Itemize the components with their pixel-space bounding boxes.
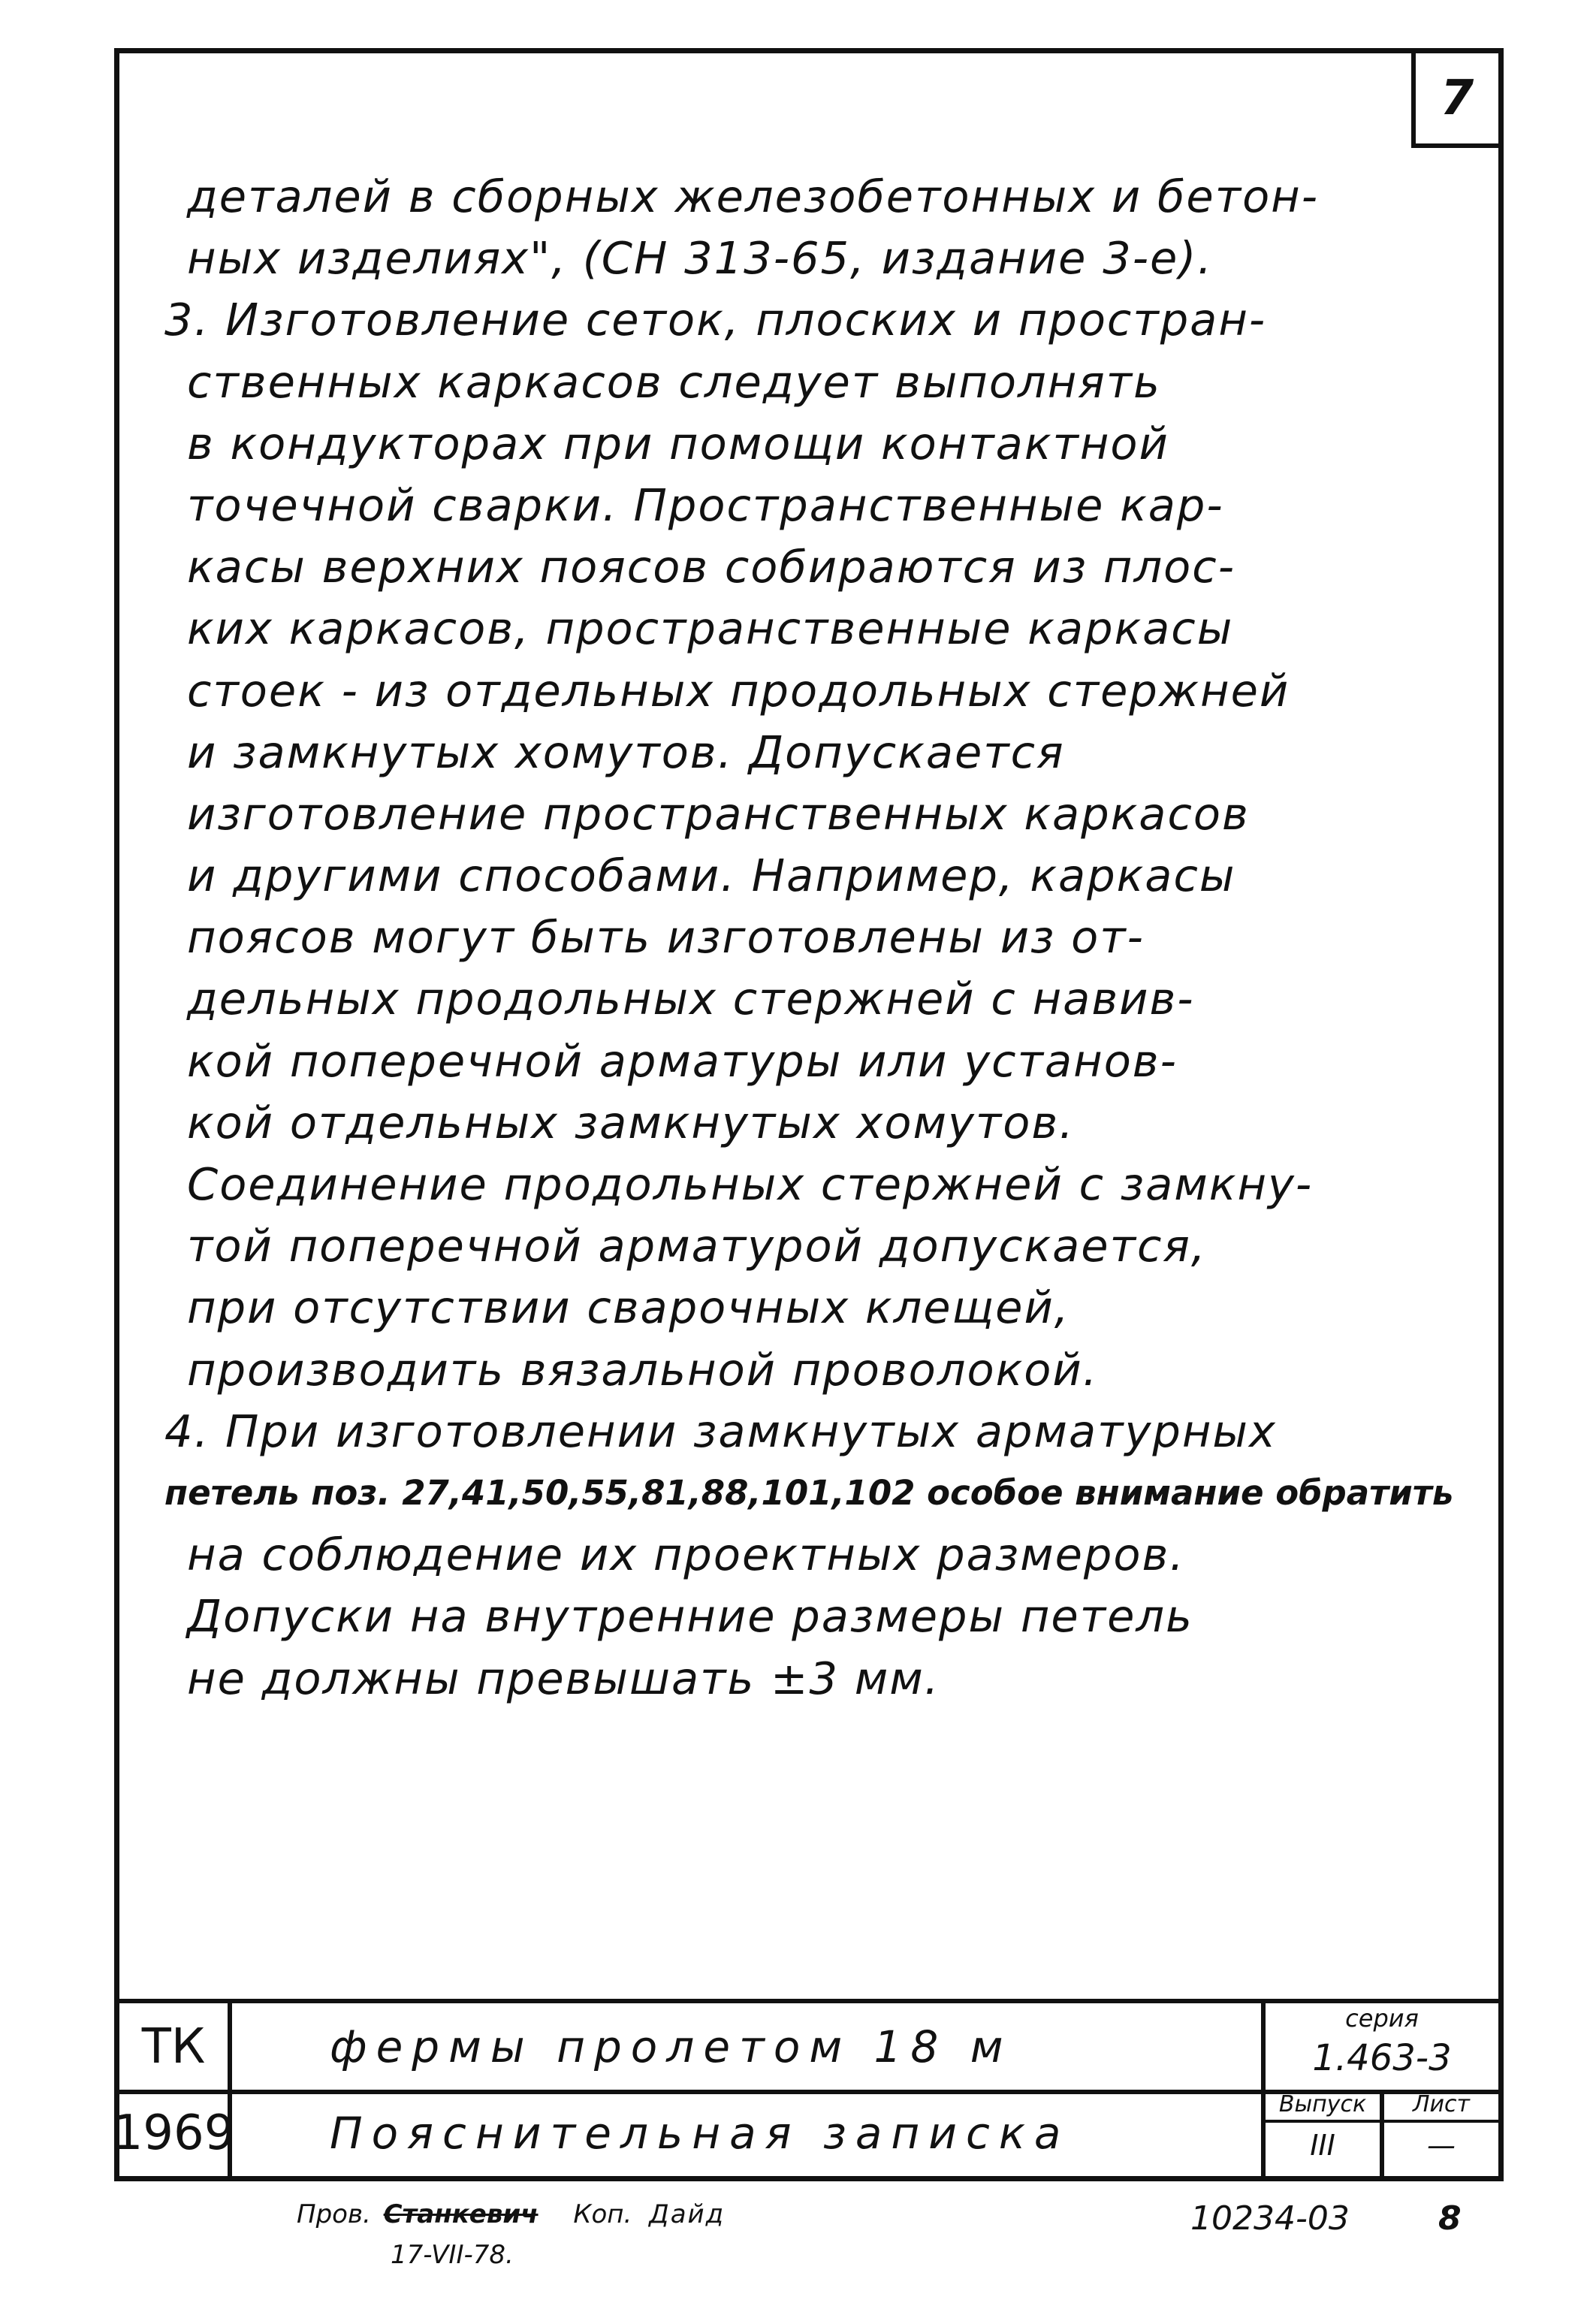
- copy-label: Коп.: [573, 2199, 632, 2229]
- text-line: на соблюдение их проектных размеров.: [187, 1529, 1185, 1581]
- text-line: стоек - из отдельных продольных стержней: [187, 664, 1290, 717]
- text-line: ных изделиях", (СН 313-65, издание 3-е).: [187, 232, 1214, 285]
- text-line: 4. При изготовлении замкнутых арматурных: [164, 1405, 1277, 1457]
- text-line: кой поперечной арматуры или установ-: [187, 1034, 1178, 1087]
- checked-label: Пров.: [297, 2199, 371, 2229]
- text-line: Соединение продольных стержней с замкну-: [187, 1158, 1314, 1210]
- title-block-title: фермы пролетом 18 м: [330, 2021, 1012, 2072]
- text-line: точечной сварки. Пространственные кар-: [187, 478, 1224, 531]
- copy-signature: Дайд: [649, 2199, 726, 2229]
- text-line: и другими способами. Например, каркасы: [187, 850, 1236, 902]
- text-line: при отсутствии сварочных клещей,: [187, 1281, 1070, 1334]
- explanatory-note-text: [164, 166, 1464, 1710]
- text-line: дельных продольных стержней с навив-: [187, 973, 1195, 1025]
- sheet-value: —: [1427, 2129, 1456, 2162]
- text-line: ких каркасов, пространственные каркасы: [187, 602, 1234, 655]
- text-line: касы верхних поясов собираются из плос-: [187, 541, 1235, 593]
- sheet-cell: [1380, 2090, 1498, 2176]
- title-block-row-2: [112, 2090, 1498, 2176]
- title-block: [112, 1999, 1498, 2176]
- text-line: поясов могут быть изготовлены из от-: [187, 911, 1145, 964]
- text-line: деталей в сборных железобетонных и бетон-: [187, 171, 1320, 222]
- text-line: не должны превышать ±3 мм.: [187, 1652, 940, 1704]
- document-code: 10234-03: [1190, 2199, 1350, 2238]
- page-number: 7: [1411, 53, 1498, 148]
- text-line: кой отдельных замкнутых хомутов.: [187, 1096, 1075, 1148]
- text-line: ственных каркасов следует выполнять: [187, 355, 1161, 408]
- text-line: петель поз. 27,41,50,55,81,88,101,102 особое внимание обратить: [164, 1472, 1454, 1513]
- text-line: изготовление пространственных каркасов: [187, 787, 1250, 840]
- text-line: и замкнутых хомутов. Допускается: [187, 726, 1065, 778]
- checked-signature: Станкевич: [383, 2199, 539, 2229]
- series-value: 1.463-3: [1312, 2037, 1452, 2079]
- series-label: серия: [1345, 2004, 1419, 2033]
- issue-value: III: [1310, 2129, 1335, 2162]
- footer-date: 17-VII-78.: [391, 2240, 514, 2270]
- footer: [0, 2193, 1596, 2291]
- title-block-code: ТК: [119, 2003, 232, 2090]
- footer-page-number: 8: [1438, 2199, 1462, 2238]
- signatures: [297, 2199, 725, 2229]
- drawing-sheet: [114, 48, 1504, 2181]
- title-block-subtitle: Пояснительная записка: [330, 2107, 1070, 2159]
- title-block-row-1: [119, 2003, 1498, 2094]
- sheet-label: Лист: [1384, 2090, 1498, 2123]
- series-cell: [1261, 2003, 1498, 2090]
- text-line: производить вязальной проволокой.: [187, 1343, 1099, 1396]
- text-line: Допуски на внутренние размеры петель: [187, 1590, 1193, 1643]
- title-block-year: 1969: [119, 2090, 232, 2176]
- text-line: той поперечной арматурой допускается,: [187, 1220, 1207, 1272]
- issue-cell: [1261, 2090, 1380, 2176]
- text-line: в кондукторах при помощи контактной: [187, 417, 1169, 469]
- text-line: 3. Изготовление сеток, плоских и простран-: [164, 294, 1267, 346]
- issue-label: Выпуск: [1266, 2090, 1380, 2123]
